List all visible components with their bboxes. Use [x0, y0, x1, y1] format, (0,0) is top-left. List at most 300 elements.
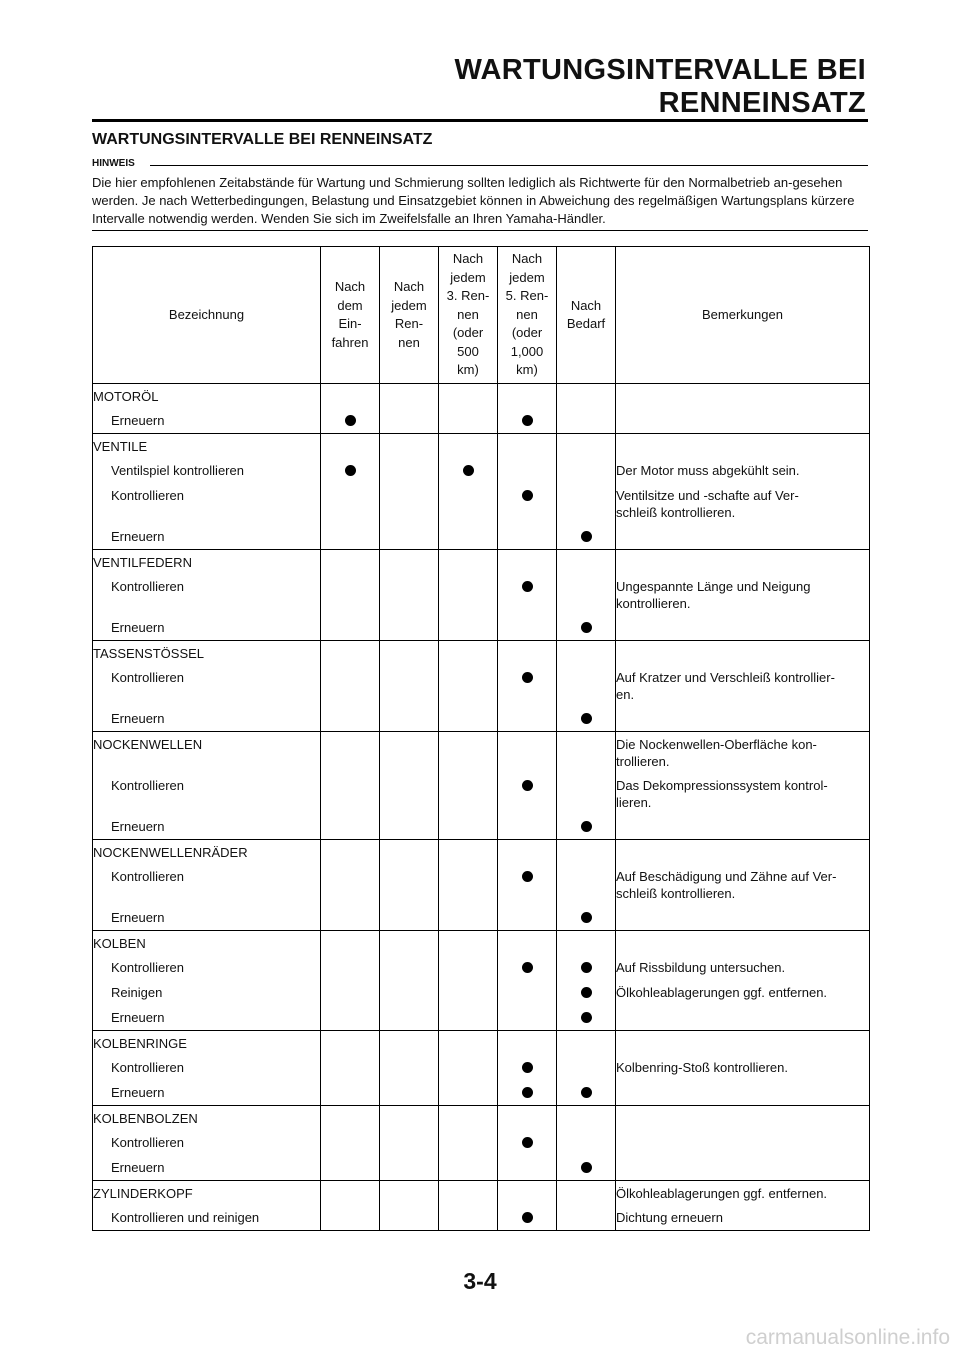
interval-cell	[439, 524, 498, 550]
item-label: Kontrollieren und reinigen	[93, 1205, 321, 1231]
bullet-dot-icon	[581, 821, 592, 832]
remark-cell	[616, 931, 870, 956]
interval-cell	[557, 840, 616, 865]
interval-cell	[557, 732, 616, 774]
bullet-dot-icon	[581, 1087, 592, 1098]
table-row	[93, 458, 870, 483]
note-rule-bottom	[92, 230, 868, 231]
table-body	[93, 384, 870, 1231]
column-header-line: jedem	[450, 269, 486, 285]
interval-cell	[439, 732, 498, 774]
remark-line: Kolbenring-Stoß kontrollieren.	[616, 1060, 788, 1075]
interval-cell	[380, 955, 439, 980]
column-header-line: jedem	[509, 269, 545, 285]
interval-cell	[439, 773, 498, 814]
table-row	[93, 524, 870, 550]
table-row	[93, 665, 870, 706]
interval-cell	[439, 615, 498, 641]
table-row	[93, 1005, 870, 1031]
interval-cell	[557, 524, 616, 550]
bullet-dot-icon	[522, 415, 533, 426]
table-row	[93, 483, 870, 524]
group-title: NOCKENWELLENRÄDER	[93, 840, 321, 865]
watermark: carmanualsonline.info	[745, 1326, 950, 1349]
interval-cell	[380, 615, 439, 641]
bullet-dot-icon	[581, 531, 592, 542]
interval-cell	[321, 615, 380, 641]
item-label: Kontrollieren	[93, 483, 321, 524]
section-title: WARTUNGSINTERVALLE BEI RENNEINSATZ	[92, 131, 433, 148]
column-header-line: km)	[516, 362, 538, 378]
column-header	[616, 247, 870, 384]
note-rule-top	[150, 165, 868, 166]
remark-cell	[616, 384, 870, 409]
table-row	[93, 574, 870, 615]
table-row	[93, 955, 870, 980]
interval-cell	[498, 840, 557, 865]
note-label: HINWEIS	[92, 158, 135, 169]
interval-cell	[439, 483, 498, 524]
interval-cell	[498, 1055, 557, 1080]
group-title: KOLBEN	[93, 931, 321, 956]
interval-cell	[498, 905, 557, 931]
remark-line: lieren.	[616, 795, 652, 810]
remark-cell	[616, 1181, 870, 1206]
column-header	[93, 247, 321, 384]
interval-cell	[380, 550, 439, 575]
item-label: Kontrollieren	[93, 773, 321, 814]
remark-cell	[616, 1130, 870, 1155]
bullet-dot-icon	[522, 871, 533, 882]
interval-cell	[380, 665, 439, 706]
group-title: VENTILFEDERN	[93, 550, 321, 575]
bullet-dot-icon	[522, 1087, 533, 1098]
item-label: Erneuern	[93, 1080, 321, 1106]
interval-cell	[380, 905, 439, 931]
item-label: Kontrollieren	[93, 1130, 321, 1155]
remark-cell	[616, 1055, 870, 1080]
column-header	[321, 247, 380, 384]
remark-cell	[616, 434, 870, 459]
interval-cell	[557, 706, 616, 732]
table-group-title-row	[93, 641, 870, 666]
interval-cell	[498, 814, 557, 840]
interval-cell	[380, 384, 439, 409]
bullet-dot-icon	[581, 912, 592, 923]
remark-cell	[616, 1205, 870, 1231]
remark-cell	[616, 574, 870, 615]
interval-cell	[380, 1055, 439, 1080]
item-label: Ventilspiel kontrollieren	[93, 458, 321, 483]
remark-cell	[616, 864, 870, 905]
table-row	[93, 706, 870, 732]
interval-cell	[498, 434, 557, 459]
interval-cell	[380, 483, 439, 524]
interval-cell	[321, 955, 380, 980]
table-row	[93, 814, 870, 840]
remark-cell	[616, 524, 870, 550]
remark-line: Das Dekompressionssystem kontrol-	[616, 778, 828, 793]
interval-cell	[321, 550, 380, 575]
remark-cell	[616, 615, 870, 641]
bullet-dot-icon	[345, 465, 356, 476]
interval-cell	[321, 1130, 380, 1155]
interval-cell	[439, 706, 498, 732]
table-group-title-row	[93, 434, 870, 459]
interval-cell	[321, 706, 380, 732]
remark-line: en.	[616, 687, 635, 702]
interval-cell	[557, 665, 616, 706]
remark-cell	[616, 732, 870, 774]
remark-line: trollieren.	[616, 754, 670, 769]
item-label: Erneuern	[93, 706, 321, 732]
interval-cell	[439, 840, 498, 865]
interval-cell	[498, 458, 557, 483]
remark-cell	[616, 1106, 870, 1131]
remark-line: Auf Kratzer und Verschleiß kontrollier-	[616, 670, 835, 685]
item-label: Kontrollieren	[93, 864, 321, 905]
remark-cell	[616, 1031, 870, 1056]
interval-cell	[439, 408, 498, 434]
interval-cell	[557, 931, 616, 956]
interval-cell	[557, 615, 616, 641]
column-header	[557, 247, 616, 384]
bullet-dot-icon	[522, 490, 533, 501]
interval-cell	[557, 458, 616, 483]
remark-line: kontrollieren.	[616, 596, 691, 611]
table-group-title-row	[93, 550, 870, 575]
interval-cell	[321, 864, 380, 905]
interval-cell	[380, 574, 439, 615]
remark-cell	[616, 773, 870, 814]
column-header-line: Nach	[511, 251, 543, 267]
interval-cell	[498, 1106, 557, 1131]
column-header-line: nen	[398, 334, 420, 350]
remark-cell	[616, 814, 870, 840]
interval-cell	[321, 458, 380, 483]
interval-cell	[380, 458, 439, 483]
remark-cell	[616, 955, 870, 980]
interval-cell	[557, 384, 616, 409]
table-row	[93, 615, 870, 641]
column-header-line: dem	[337, 297, 363, 313]
remark-cell	[616, 905, 870, 931]
table-row	[93, 408, 870, 434]
interval-cell	[321, 384, 380, 409]
interval-cell	[321, 574, 380, 615]
column-header-line: nen	[457, 306, 479, 322]
interval-cell	[557, 905, 616, 931]
item-label: Erneuern	[93, 1155, 321, 1181]
interval-cell	[498, 550, 557, 575]
table-row	[93, 1155, 870, 1181]
interval-cell	[439, 434, 498, 459]
interval-cell	[439, 550, 498, 575]
table-group-title-row	[93, 1106, 870, 1131]
interval-cell	[380, 1031, 439, 1056]
interval-cell	[321, 931, 380, 956]
interval-cell	[380, 1155, 439, 1181]
interval-cell	[557, 1005, 616, 1031]
interval-cell	[380, 1130, 439, 1155]
interval-cell	[321, 732, 380, 774]
group-title: KOLBENBOLZEN	[93, 1106, 321, 1131]
table-row	[93, 864, 870, 905]
interval-cell	[498, 483, 557, 524]
interval-cell	[557, 814, 616, 840]
column-header-line: 3. Ren-	[446, 288, 490, 304]
interval-cell	[380, 980, 439, 1005]
interval-cell	[557, 641, 616, 666]
column-header	[498, 247, 557, 384]
column-header-line: Nach	[334, 279, 366, 294]
table-row	[93, 1130, 870, 1155]
group-title: TASSENSTÖSSEL	[93, 641, 321, 666]
interval-cell	[557, 864, 616, 905]
table-row	[93, 980, 870, 1005]
remark-line: Ungespannte Länge und Neigung	[616, 579, 811, 594]
interval-cell	[439, 458, 498, 483]
column-header	[439, 247, 498, 384]
interval-cell	[498, 931, 557, 956]
table-row	[93, 773, 870, 814]
interval-cell	[498, 1155, 557, 1181]
page-number: 3-4	[463, 1268, 497, 1294]
interval-cell	[439, 980, 498, 1005]
remark-line: Ölkohleablagerungen ggf. entfernen.	[616, 985, 828, 1000]
remark-line: Der Motor muss abgekühlt sein.	[616, 463, 800, 478]
interval-cell	[321, 434, 380, 459]
interval-cell	[557, 1155, 616, 1181]
remark-line: Dichtung erneuern	[616, 1210, 723, 1225]
interval-cell	[380, 706, 439, 732]
table-row	[93, 905, 870, 931]
column-header-line: (oder	[452, 325, 484, 341]
interval-cell	[498, 615, 557, 641]
remark-cell	[616, 706, 870, 732]
interval-cell	[557, 550, 616, 575]
interval-cell	[439, 814, 498, 840]
bullet-dot-icon	[345, 415, 356, 426]
interval-cell	[557, 955, 616, 980]
interval-cell	[380, 864, 439, 905]
interval-cell	[380, 814, 439, 840]
column-header-line: Nach	[570, 297, 602, 313]
remark-cell	[616, 1155, 870, 1181]
table-group-title-row	[93, 732, 870, 774]
remark-cell	[616, 1005, 870, 1031]
interval-cell	[439, 864, 498, 905]
interval-cell	[557, 574, 616, 615]
group-title: NOCKENWELLEN	[93, 732, 321, 774]
item-label: Erneuern	[93, 615, 321, 641]
interval-cell	[321, 1005, 380, 1031]
interval-cell	[498, 641, 557, 666]
interval-cell	[498, 1080, 557, 1106]
item-label: Kontrollieren	[93, 665, 321, 706]
interval-cell	[321, 1031, 380, 1056]
interval-cell	[498, 1130, 557, 1155]
bullet-dot-icon	[581, 1012, 592, 1023]
bullet-dot-icon	[522, 780, 533, 791]
remark-line: Auf Rissbildung untersuchen.	[616, 960, 786, 975]
interval-cell	[439, 1181, 498, 1206]
interval-cell	[498, 408, 557, 434]
column-header	[380, 247, 439, 384]
remark-line: Die Nockenwellen-Oberfläche kon-	[616, 737, 817, 752]
table-group-title-row	[93, 1031, 870, 1056]
interval-cell	[439, 931, 498, 956]
interval-cell	[557, 1205, 616, 1231]
table-row	[93, 1080, 870, 1106]
column-header-line: Nach	[452, 251, 484, 267]
column-header-line: jedem	[391, 297, 427, 313]
interval-cell	[557, 434, 616, 459]
interval-cell	[498, 1205, 557, 1231]
column-header-line: nen	[516, 306, 538, 322]
interval-cell	[557, 408, 616, 434]
column-header-line: Ren-	[394, 316, 424, 331]
interval-cell	[439, 1055, 498, 1080]
bullet-dot-icon	[581, 962, 592, 973]
remark-cell	[616, 980, 870, 1005]
interval-cell	[439, 641, 498, 666]
bullet-dot-icon	[522, 672, 533, 683]
remark-line: Ölkohleablagerungen ggf. entfernen.	[616, 1186, 828, 1201]
item-label: Kontrollieren	[93, 955, 321, 980]
remark-cell	[616, 483, 870, 524]
page-header-title: WARTUNGSINTERVALLE BEI RENNEINSATZ	[454, 54, 866, 119]
interval-cell	[557, 1031, 616, 1056]
interval-cell	[439, 1155, 498, 1181]
interval-cell	[498, 773, 557, 814]
column-header-line: (oder	[511, 325, 543, 341]
item-label: Erneuern	[93, 524, 321, 550]
interval-cell	[380, 434, 439, 459]
interval-cell	[439, 1130, 498, 1155]
bullet-dot-icon	[463, 465, 474, 476]
interval-cell	[557, 1106, 616, 1131]
interval-cell	[498, 864, 557, 905]
column-header-line: Bedarf	[566, 316, 606, 331]
interval-cell	[380, 931, 439, 956]
interval-cell	[439, 665, 498, 706]
remark-cell	[616, 550, 870, 575]
remark-cell	[616, 665, 870, 706]
interval-cell	[557, 1055, 616, 1080]
item-label: Erneuern	[93, 408, 321, 434]
remark-cell	[616, 641, 870, 666]
interval-cell	[321, 483, 380, 524]
interval-cell	[321, 980, 380, 1005]
item-label: Reinigen	[93, 980, 321, 1005]
interval-cell	[321, 773, 380, 814]
table-group-title-row	[93, 1181, 870, 1206]
interval-cell	[380, 408, 439, 434]
interval-cell	[557, 483, 616, 524]
maintenance-table	[92, 246, 870, 1231]
interval-cell	[439, 574, 498, 615]
column-header-line: Bemerkungen	[702, 306, 783, 322]
interval-cell	[557, 980, 616, 1005]
header-rule	[92, 119, 868, 122]
interval-cell	[498, 384, 557, 409]
interval-cell	[380, 732, 439, 774]
interval-cell	[439, 384, 498, 409]
interval-cell	[439, 1106, 498, 1131]
interval-cell	[439, 905, 498, 931]
interval-cell	[321, 1155, 380, 1181]
interval-cell	[498, 706, 557, 732]
bullet-dot-icon	[581, 713, 592, 724]
table-header-row	[93, 247, 870, 384]
interval-cell	[380, 773, 439, 814]
interval-cell	[321, 1205, 380, 1231]
item-label: Erneuern	[93, 1005, 321, 1031]
table-group-title-row	[93, 840, 870, 865]
interval-cell	[439, 1080, 498, 1106]
interval-cell	[498, 980, 557, 1005]
interval-cell	[380, 1080, 439, 1106]
bullet-dot-icon	[581, 622, 592, 633]
interval-cell	[380, 1181, 439, 1206]
note-text: Die hier empfohlenen Zeitabstände für Wartung und Schmierung sollten lediglich als Richtwerte für den Normalbetrieb an-gesehen werden. Je nach Wetterbedingungen, Belastung und Einsatzgebiet können in Abweichung des regelmäßigen Wartungsplans kürzere Intervalle notwendig werden. Wenden Sie sich im Zweifelsfalle an Ihren Yamaha-Händler.	[92, 175, 855, 226]
item-label: Erneuern	[93, 814, 321, 840]
bullet-dot-icon	[522, 962, 533, 973]
interval-cell	[321, 1055, 380, 1080]
remark-line: schleiß kontrollieren.	[616, 886, 736, 901]
column-header-line: km)	[457, 362, 479, 378]
interval-cell	[557, 1080, 616, 1106]
bullet-dot-icon	[581, 987, 592, 998]
table-group-title-row	[93, 384, 870, 409]
remark-line: Auf Beschädigung und Zähne auf Ver-	[616, 869, 837, 884]
interval-cell	[321, 408, 380, 434]
bullet-dot-icon	[522, 1062, 533, 1073]
table-row	[93, 1205, 870, 1231]
column-header-line: 1,000	[510, 343, 544, 359]
interval-cell	[557, 1181, 616, 1206]
interval-cell	[498, 1005, 557, 1031]
bullet-dot-icon	[522, 581, 533, 592]
interval-cell	[498, 732, 557, 774]
interval-cell	[321, 814, 380, 840]
item-label: Erneuern	[93, 905, 321, 931]
group-title: VENTILE	[93, 434, 321, 459]
column-header-line: Bezeichnung	[168, 306, 245, 322]
interval-cell	[380, 641, 439, 666]
group-title: MOTORÖL	[93, 384, 321, 409]
interval-cell	[321, 1080, 380, 1106]
column-header-line: Nach	[393, 279, 425, 294]
interval-cell	[557, 1130, 616, 1155]
interval-cell	[321, 840, 380, 865]
interval-cell	[498, 524, 557, 550]
interval-cell	[439, 955, 498, 980]
remark-cell	[616, 840, 870, 865]
interval-cell	[439, 1205, 498, 1231]
column-header-line: 5. Ren-	[505, 288, 549, 304]
column-header-line: fahren	[331, 334, 369, 350]
interval-cell	[498, 1031, 557, 1056]
table-row	[93, 1055, 870, 1080]
interval-cell	[439, 1005, 498, 1031]
interval-cell	[380, 1005, 439, 1031]
interval-cell	[498, 665, 557, 706]
group-title: ZYLINDERKOPF	[93, 1181, 321, 1206]
interval-cell	[557, 773, 616, 814]
interval-cell	[380, 1205, 439, 1231]
